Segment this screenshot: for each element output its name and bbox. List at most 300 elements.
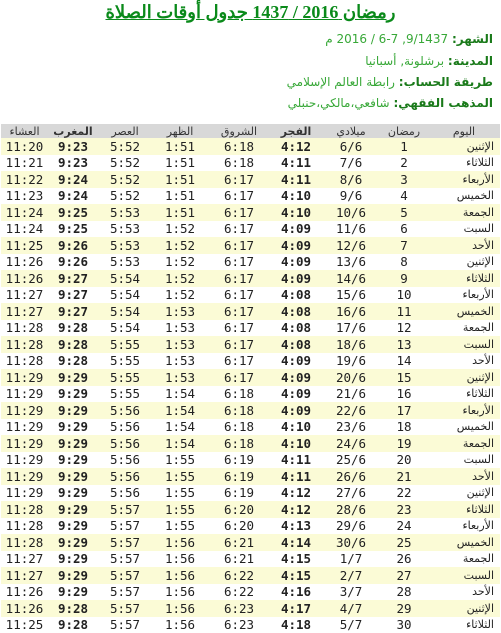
cell-asr: 5:53 [98,237,152,254]
cell-dhuhr: 1:53 [152,353,208,370]
cell-ramadan: 6 [380,221,428,238]
cell-isha: 11:29 [1,369,48,386]
cell-asr: 5:52 [98,155,152,172]
cell-gregorian: 3/7 [322,584,380,601]
cell-isha: 11:21 [1,155,48,172]
cell-isha: 11:29 [1,452,48,469]
cell-gregorian: 14/6 [322,270,380,287]
cell-fajr: 4:10 [270,435,322,452]
cell-fajr: 4:09 [270,353,322,370]
table-row [1,353,500,370]
cell-fajr: 4:09 [270,254,322,271]
cell-isha: 11:24 [1,204,48,221]
header-isha: العشاء [1,124,48,138]
cell-sunrise: 6:23 [208,600,270,617]
cell-maghrib: 9:24 [48,171,98,188]
cell-isha: 11:29 [1,435,48,452]
cell-day: الخميس [428,188,500,205]
cell-ramadan: 23 [380,501,428,518]
cell-fajr: 4:12 [270,501,322,518]
cell-maghrib: 9:29 [48,567,98,584]
cell-ramadan: 24 [380,518,428,535]
info-month [325,32,493,46]
cell-isha: 11:29 [1,485,48,502]
cell-gregorian: 28/6 [322,501,380,518]
info-month-value: 9/1437, 7-6 / 2016 م [325,32,449,46]
cell-ramadan: 16 [380,386,428,403]
cell-dhuhr: 1:53 [152,303,208,320]
cell-isha: 11:26 [1,584,48,601]
table-row [1,303,500,320]
cell-sunrise: 6:17 [208,320,270,337]
cell-fajr: 4:09 [270,386,322,403]
cell-fajr: 4:17 [270,600,322,617]
cell-dhuhr: 1:54 [152,435,208,452]
cell-dhuhr: 1:54 [152,402,208,419]
cell-sunrise: 6:18 [208,402,270,419]
cell-asr: 5:56 [98,402,152,419]
cell-day: الإثنين [428,254,500,271]
table-row [1,419,500,436]
cell-gregorian: 21/6 [322,386,380,403]
cell-asr: 5:54 [98,287,152,304]
cell-fajr: 4:15 [270,567,322,584]
cell-ramadan: 18 [380,419,428,436]
cell-day: الأربعاء [428,518,500,535]
cell-day: الثلاثاء [428,501,500,518]
cell-ramadan: 12 [380,320,428,337]
cell-maghrib: 9:25 [48,221,98,238]
cell-fajr: 4:14 [270,534,322,551]
cell-day: الثلاثاء [428,155,500,172]
cell-isha: 11:28 [1,501,48,518]
cell-maghrib: 9:23 [48,155,98,172]
table-row [1,551,500,568]
cell-day: الأربعاء [428,171,500,188]
cell-ramadan: 30 [380,617,428,633]
table-row [1,435,500,452]
cell-day: الأحد [428,468,500,485]
cell-maghrib: 9:25 [48,204,98,221]
header-ramadan: رمضان [380,124,428,138]
cell-day: الأحد [428,353,500,370]
table-row [1,501,500,518]
cell-isha: 11:29 [1,419,48,436]
table-row [1,237,500,254]
cell-sunrise: 6:19 [208,452,270,469]
cell-fajr: 4:11 [270,452,322,469]
table-row [1,386,500,403]
cell-fajr: 4:15 [270,551,322,568]
cell-asr: 5:53 [98,254,152,271]
cell-dhuhr: 1:52 [152,270,208,287]
table-row [1,567,500,584]
cell-sunrise: 6:17 [208,303,270,320]
cell-ramadan: 27 [380,567,428,584]
table-row [1,270,500,287]
table-row [1,155,500,172]
cell-maghrib: 9:28 [48,320,98,337]
cell-gregorian: 26/6 [322,468,380,485]
cell-isha: 11:28 [1,320,48,337]
cell-sunrise: 6:18 [208,435,270,452]
cell-asr: 5:57 [98,501,152,518]
table-row [1,336,500,353]
cell-isha: 11:27 [1,567,48,584]
cell-sunrise: 6:17 [208,369,270,386]
cell-isha: 11:25 [1,237,48,254]
cell-day: السبت [428,221,500,238]
cell-fajr: 4:11 [270,171,322,188]
cell-asr: 5:55 [98,386,152,403]
cell-maghrib: 9:29 [48,551,98,568]
cell-fajr: 4:11 [270,155,322,172]
table-row [1,617,500,633]
cell-asr: 5:55 [98,369,152,386]
cell-fajr: 4:09 [270,237,322,254]
table-row [1,221,500,238]
table-row [1,485,500,502]
cell-isha: 11:26 [1,254,48,271]
cell-asr: 5:57 [98,534,152,551]
cell-gregorian: 25/6 [322,452,380,469]
cell-gregorian: 2/7 [322,567,380,584]
cell-dhuhr: 1:56 [152,617,208,633]
cell-fajr: 4:16 [270,584,322,601]
cell-dhuhr: 1:53 [152,320,208,337]
header-gregorian: ميلادي [322,124,380,138]
cell-gregorian: 30/6 [322,534,380,551]
cell-ramadan: 19 [380,435,428,452]
cell-asr: 5:54 [98,320,152,337]
header-dhuhr: الظهر [152,124,208,138]
cell-dhuhr: 1:56 [152,600,208,617]
cell-sunrise: 6:18 [208,386,270,403]
cell-dhuhr: 1:52 [152,287,208,304]
cell-ramadan: 9 [380,270,428,287]
cell-dhuhr: 1:51 [152,171,208,188]
cell-fajr: 4:12 [270,138,322,155]
info-method-label: طريقة الحساب: [398,75,493,89]
cell-maghrib: 9:29 [48,419,98,436]
cell-sunrise: 6:18 [208,138,270,155]
table-row [1,254,500,271]
header-maghrib: المغرب [48,124,98,138]
cell-asr: 5:57 [98,584,152,601]
prayer-times-table [1,124,500,633]
cell-sunrise: 6:20 [208,501,270,518]
cell-maghrib: 9:29 [48,386,98,403]
cell-ramadan: 25 [380,534,428,551]
cell-fajr: 4:10 [270,204,322,221]
cell-gregorian: 7/6 [322,155,380,172]
cell-isha: 11:26 [1,600,48,617]
cell-sunrise: 6:22 [208,567,270,584]
cell-maghrib: 9:28 [48,617,98,633]
cell-dhuhr: 1:55 [152,452,208,469]
cell-sunrise: 6:21 [208,534,270,551]
cell-ramadan: 14 [380,353,428,370]
cell-asr: 5:57 [98,567,152,584]
info-month-label: الشهر: [451,32,493,46]
cell-fajr: 4:10 [270,419,322,436]
header-asr: العصر [98,124,152,138]
cell-ramadan: 10 [380,287,428,304]
cell-isha: 11:22 [1,171,48,188]
page-title: رمضان 2016 / 1437 جدول أوقات الصلاة [105,2,396,22]
cell-isha: 11:28 [1,534,48,551]
cell-day: الجمعة [428,204,500,221]
cell-sunrise: 6:17 [208,287,270,304]
cell-isha: 11:29 [1,386,48,403]
cell-asr: 5:57 [98,551,152,568]
header-fajr: الفجر [270,124,322,138]
cell-asr: 5:52 [98,171,152,188]
cell-sunrise: 6:17 [208,336,270,353]
cell-asr: 5:56 [98,468,152,485]
cell-ramadan: 20 [380,452,428,469]
cell-gregorian: 29/6 [322,518,380,535]
cell-dhuhr: 1:55 [152,485,208,502]
cell-day: الثلاثاء [428,386,500,403]
cell-day: الخميس [428,534,500,551]
info-madhab-value: شافعي،مالكي،حنبلي [287,96,390,110]
cell-maghrib: 9:29 [48,501,98,518]
cell-maghrib: 9:23 [48,138,98,155]
cell-fajr: 4:13 [270,518,322,535]
cell-dhuhr: 1:54 [152,419,208,436]
cell-isha: 11:28 [1,518,48,535]
cell-sunrise: 6:17 [208,237,270,254]
cell-dhuhr: 1:56 [152,567,208,584]
cell-day: الأحد [428,237,500,254]
cell-sunrise: 6:18 [208,419,270,436]
table-row [1,518,500,535]
cell-ramadan: 3 [380,171,428,188]
cell-day: الجمعة [428,435,500,452]
info-method [287,75,493,89]
table-row [1,138,500,155]
cell-gregorian: 23/6 [322,419,380,436]
cell-dhuhr: 1:55 [152,518,208,535]
cell-sunrise: 6:18 [208,155,270,172]
cell-maghrib: 9:29 [48,452,98,469]
cell-maghrib: 9:28 [48,600,98,617]
cell-sunrise: 6:23 [208,617,270,633]
cell-gregorian: 17/6 [322,320,380,337]
header-day: اليوم [428,124,500,138]
cell-day: الثلاثاء [428,617,500,633]
cell-sunrise: 6:22 [208,584,270,601]
cell-ramadan: 11 [380,303,428,320]
cell-ramadan: 8 [380,254,428,271]
cell-ramadan: 17 [380,402,428,419]
cell-maghrib: 9:26 [48,237,98,254]
cell-day: الأحد [428,584,500,601]
table-row [1,452,500,469]
cell-isha: 11:26 [1,270,48,287]
table-row [1,204,500,221]
header-sunrise: الشروق [208,124,270,138]
cell-dhuhr: 1:56 [152,584,208,601]
cell-asr: 5:57 [98,600,152,617]
cell-day: الجمعة [428,551,500,568]
table-row [1,320,500,337]
cell-ramadan: 13 [380,336,428,353]
cell-gregorian: 22/6 [322,402,380,419]
cell-gregorian: 13/6 [322,254,380,271]
cell-maghrib: 9:28 [48,353,98,370]
cell-gregorian: 16/6 [322,303,380,320]
cell-day: الإثنين [428,369,500,386]
cell-day: الإثنين [428,600,500,617]
info-method-value: رابطة العالم الإسلامي [286,75,395,89]
cell-fajr: 4:10 [270,188,322,205]
cell-maghrib: 9:29 [48,402,98,419]
cell-asr: 5:57 [98,518,152,535]
cell-dhuhr: 1:51 [152,138,208,155]
cell-maghrib: 9:27 [48,270,98,287]
cell-day: الخميس [428,419,500,436]
info-madhab-label: المذهب الفقهي: [393,96,493,110]
cell-sunrise: 6:17 [208,188,270,205]
cell-isha: 11:25 [1,617,48,633]
cell-ramadan: 29 [380,600,428,617]
cell-fajr: 4:09 [270,402,322,419]
cell-gregorian: 20/6 [322,369,380,386]
cell-day: الأربعاء [428,287,500,304]
cell-day: الجمعة [428,320,500,337]
cell-fajr: 4:11 [270,468,322,485]
cell-ramadan: 28 [380,584,428,601]
cell-dhuhr: 1:51 [152,155,208,172]
cell-gregorian: 19/6 [322,353,380,370]
cell-maghrib: 9:26 [48,254,98,271]
table-header-row [1,124,500,138]
cell-dhuhr: 1:54 [152,386,208,403]
cell-sunrise: 6:17 [208,254,270,271]
cell-fajr: 4:09 [270,270,322,287]
cell-fajr: 4:08 [270,320,322,337]
cell-maghrib: 9:24 [48,188,98,205]
info-city-label: المدينة: [447,54,493,68]
table-row [1,171,500,188]
cell-ramadan: 5 [380,204,428,221]
cell-dhuhr: 1:52 [152,237,208,254]
cell-maghrib: 9:29 [48,369,98,386]
info-city [365,54,493,68]
cell-isha: 11:27 [1,287,48,304]
cell-fajr: 4:12 [270,485,322,502]
cell-fajr: 4:09 [270,369,322,386]
cell-sunrise: 6:17 [208,204,270,221]
cell-dhuhr: 1:56 [152,551,208,568]
cell-fajr: 4:09 [270,221,322,238]
cell-asr: 5:54 [98,303,152,320]
cell-asr: 5:53 [98,204,152,221]
cell-maghrib: 9:27 [48,303,98,320]
cell-asr: 5:56 [98,485,152,502]
cell-maghrib: 9:29 [48,584,98,601]
cell-day: الإثنين [428,485,500,502]
cell-ramadan: 26 [380,551,428,568]
cell-fajr: 4:08 [270,287,322,304]
cell-dhuhr: 1:52 [152,254,208,271]
cell-gregorian: 1/7 [322,551,380,568]
cell-isha: 11:20 [1,138,48,155]
table-row [1,188,500,205]
cell-gregorian: 12/6 [322,237,380,254]
cell-sunrise: 6:17 [208,353,270,370]
cell-ramadan: 1 [380,138,428,155]
cell-asr: 5:52 [98,138,152,155]
cell-dhuhr: 1:51 [152,204,208,221]
cell-day: الخميس [428,303,500,320]
cell-maghrib: 9:29 [48,534,98,551]
table-row [1,287,500,304]
cell-asr: 5:54 [98,270,152,287]
table-row [1,600,500,617]
cell-day: الأربعاء [428,402,500,419]
cell-gregorian: 10/6 [322,204,380,221]
cell-dhuhr: 1:55 [152,501,208,518]
cell-ramadan: 15 [380,369,428,386]
cell-asr: 5:53 [98,221,152,238]
info-madhab [288,96,493,110]
cell-isha: 11:29 [1,468,48,485]
cell-maghrib: 9:29 [48,468,98,485]
cell-isha: 11:28 [1,353,48,370]
cell-sunrise: 6:17 [208,171,270,188]
cell-sunrise: 6:19 [208,468,270,485]
cell-maghrib: 9:27 [48,287,98,304]
cell-ramadan: 2 [380,155,428,172]
cell-gregorian: 27/6 [322,485,380,502]
cell-isha: 11:24 [1,221,48,238]
cell-gregorian: 18/6 [322,336,380,353]
cell-asr: 5:56 [98,435,152,452]
cell-dhuhr: 1:53 [152,369,208,386]
cell-asr: 5:52 [98,188,152,205]
cell-gregorian: 11/6 [322,221,380,238]
cell-gregorian: 4/7 [322,600,380,617]
cell-dhuhr: 1:53 [152,336,208,353]
cell-ramadan: 4 [380,188,428,205]
cell-maghrib: 9:29 [48,518,98,535]
cell-maghrib: 9:28 [48,336,98,353]
cell-sunrise: 6:17 [208,221,270,238]
cell-ramadan: 7 [380,237,428,254]
cell-gregorian: 5/7 [322,617,380,633]
cell-maghrib: 9:29 [48,435,98,452]
cell-isha: 11:29 [1,402,48,419]
cell-dhuhr: 1:51 [152,188,208,205]
cell-day: السبت [428,452,500,469]
cell-gregorian: 9/6 [322,188,380,205]
cell-maghrib: 9:29 [48,485,98,502]
cell-isha: 11:28 [1,336,48,353]
cell-sunrise: 6:17 [208,270,270,287]
cell-day: السبت [428,336,500,353]
cell-dhuhr: 1:56 [152,534,208,551]
cell-gregorian: 6/6 [322,138,380,155]
table-row [1,584,500,601]
cell-fajr: 4:08 [270,303,322,320]
cell-sunrise: 6:19 [208,485,270,502]
cell-asr: 5:56 [98,452,152,469]
cell-fajr: 4:08 [270,336,322,353]
cell-day: الإثنين [428,138,500,155]
